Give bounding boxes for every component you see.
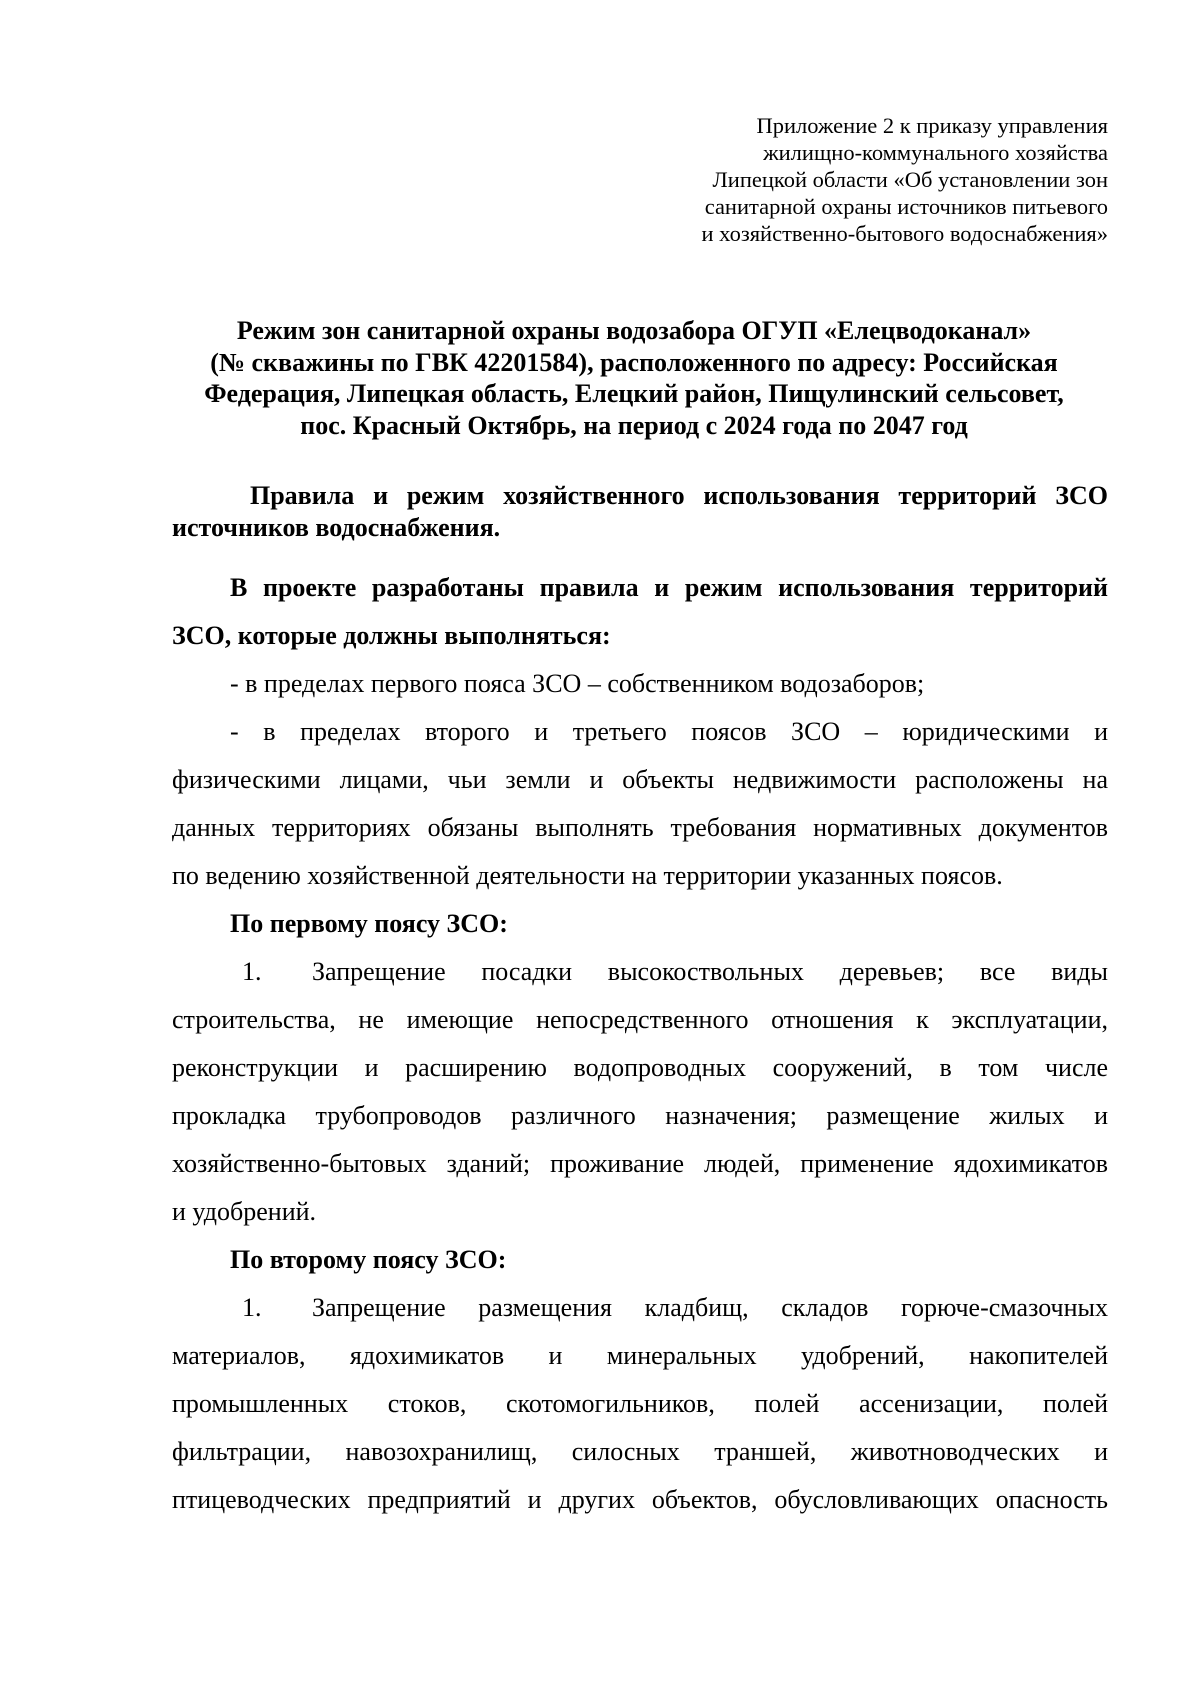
bullet-second-belt-line: - в пределах второго и третьего поясов ЗСО – юридическими и — [230, 717, 1108, 746]
bullet-second-belt-line: по ведению хозяйственной деятельности на территории указанных поясов. — [172, 861, 1003, 890]
belt2-item-line: птицеводческих предприятий и других объектов, обусловливающих опасность — [172, 1485, 1108, 1514]
belt2-item-line: фильтрации, навозохранилищ, силосных траншей, животноводческих и — [172, 1437, 1108, 1466]
belt1-item-line: и удобрений. — [172, 1197, 317, 1226]
belt1-item-line: Запрещение посадки высокоствольных деревьев; все виды — [312, 957, 1108, 986]
bullet-first-belt: - в пределах первого пояса ЗСО – собственником водозаборов; — [230, 669, 925, 698]
belt1-item — [172, 948, 1108, 996]
title-line: Режим зон санитарной охраны водозабора ОГУП «Елецводоканал» — [236, 316, 1032, 345]
belt1-item-line: строительства, не имеющие непосредственного отношения к эксплуатации, — [172, 1005, 1108, 1034]
document-body — [172, 564, 1108, 1524]
belt2-heading: По второму поясу ЗСО: — [230, 1245, 507, 1274]
intro-line: В проекте разработаны правила и режим использования территорий — [230, 573, 1108, 602]
title-line: пос. Красный Октябрь, на период с 2024 года по 2047 год — [300, 410, 968, 440]
belt2-item — [172, 1284, 1108, 1332]
title-line: (№ скважины по ГВК 42201584), расположенного по адресу: Российская — [210, 347, 1058, 377]
belt1-item-number: 1. — [242, 957, 262, 986]
intro-line: ЗСО, которые должны выполняться: — [172, 621, 611, 650]
rules-heading-line: Правила и режим хозяйственного использования территорий ЗСО — [250, 481, 1108, 510]
rules-heading-line: источников водоснабжения. — [172, 513, 501, 542]
belt2-item-line: промышленных стоков, скотомогильников, полей ассенизации, полей — [172, 1389, 1108, 1418]
bullet-second-belt-line: физическими лицами, чьи земли и объекты недвижимости расположены на — [172, 765, 1108, 794]
bullet-second-belt-line: данных территориях обязаны выполнять требования нормативных документов — [172, 813, 1108, 842]
belt1-item-line: реконструкции и расширению водопроводных сооружений, в том числе — [172, 1053, 1108, 1082]
appendix-note — [560, 112, 1108, 247]
rules-heading — [172, 480, 1108, 544]
belt2-item-number: 1. — [242, 1293, 262, 1322]
title-line: Федерация, Липецкая область, Елецкий район, Пищулинский сельсовет, — [204, 379, 1064, 408]
belt2-item-line: материалов, ядохимикатов и минеральных удобрений, накопителей — [172, 1341, 1108, 1370]
appendix-line: Липецкой области «Об установлении зон — [712, 167, 1108, 192]
appendix-line: жилищно-коммунального хозяйства — [763, 140, 1108, 165]
belt1-heading: По первому поясу ЗСО: — [230, 909, 508, 938]
belt2-item-line: Запрещение размещения кладбищ, складов горюче-смазочных — [312, 1293, 1108, 1322]
appendix-line: санитарной охраны источников питьевого — [704, 194, 1108, 219]
appendix-line: Приложение 2 к приказу управления — [756, 113, 1108, 138]
belt1-item-line: прокладка трубопроводов различного назначения; размещение жилых и — [172, 1101, 1108, 1130]
belt1-item-line: хозяйственно-бытовых зданий; проживание людей, применение ядохимикатов — [172, 1149, 1108, 1178]
appendix-line: и хозяйственно-бытового водоснабжения» — [701, 221, 1108, 246]
document-title — [160, 315, 1108, 441]
